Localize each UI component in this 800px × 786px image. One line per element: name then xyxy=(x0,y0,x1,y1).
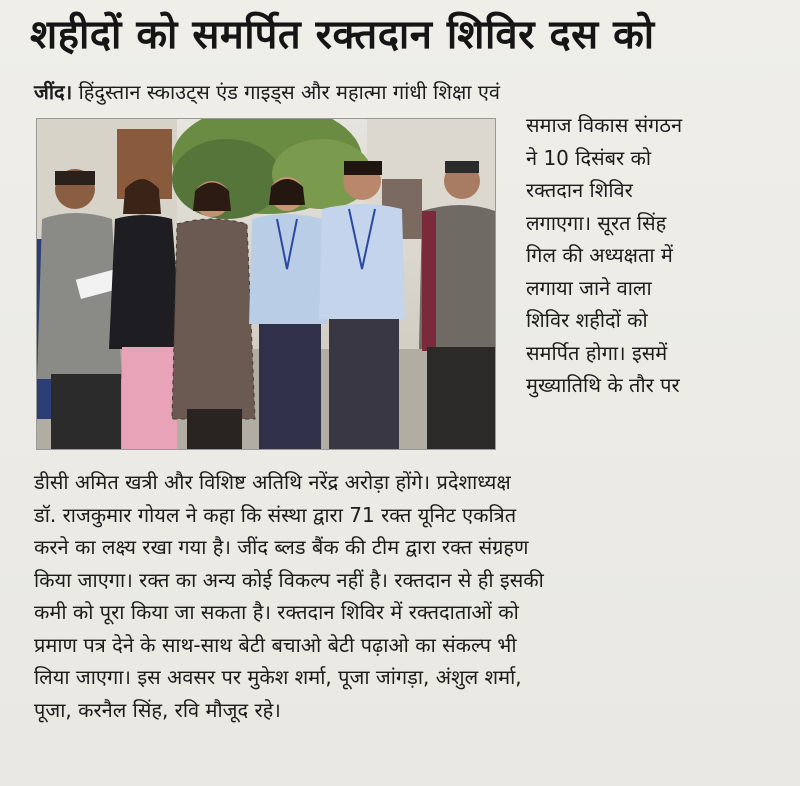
side-line: समाज विकास संगठन xyxy=(526,113,683,137)
side-line: लगाएगा। सूरत सिंह xyxy=(526,210,667,235)
body-line: पूजा, करनैल सिंह, रवि मौजूद रहे। xyxy=(34,697,281,722)
headline: शहीदों को समर्पित रक्तदान शिविर दस को xyxy=(30,12,655,58)
intro-line xyxy=(34,76,774,109)
body-line: करने का लक्ष्य रखा गया है। जींद ब्लड बैंक की टीम द्वारा रक्त संग्रहण xyxy=(34,535,529,559)
body-line: प्रमाण पत्र देने के साथ-साथ बेटी बचाओ बेटी पढ़ाओ का संकल्प भी xyxy=(34,632,517,657)
side-line: ने 10 दिसंबर को xyxy=(526,145,652,170)
body-line: किया जाएगा। रक्त का अन्य कोई विकल्प नहीं है। रक्तदान से ही इसकी xyxy=(34,567,544,592)
intro-text: हिंदुस्तान स्काउट्स एंड गाइड्स और महात्मा गांधी शिक्षा एवं xyxy=(78,80,501,104)
photo-illustration xyxy=(37,119,495,449)
body-line: लिया जाएगा। इस अवसर पर मुकेश शर्मा, पूजा जांगड़ा, अंशुल शर्मा, xyxy=(34,665,522,689)
group-photo-image xyxy=(36,118,496,450)
body-line: डीसी अमित खत्री और विशिष्ट अतिथि नरेंद्र अरोड़ा होंगे। प्रदेशाध्यक्ष xyxy=(34,470,511,494)
side-column xyxy=(526,109,786,402)
side-line: लगाया जाने वाला xyxy=(526,275,652,300)
body-column xyxy=(34,466,774,726)
side-line: समर्पित होगा। इसमें xyxy=(526,340,668,365)
body-line: डॉ. राजकुमार गोयल ने कहा कि संस्था द्वारा 71 रक्त यूनिट एकत्रित xyxy=(34,502,517,527)
side-line: गिल की अध्यक्षता में xyxy=(526,243,673,267)
side-line: रक्तदान शिविर xyxy=(526,178,633,202)
person-4 xyxy=(249,177,327,449)
side-line: शिविर शहीदों को xyxy=(526,308,648,332)
body-line: कमी को पूरा किया जा सकता है। रक्तदान शिविर में रक्तदाताओं को xyxy=(34,600,519,624)
dateline: जींद। xyxy=(34,80,73,104)
side-line: मुख्यातिथि के तौर पर xyxy=(526,373,680,397)
